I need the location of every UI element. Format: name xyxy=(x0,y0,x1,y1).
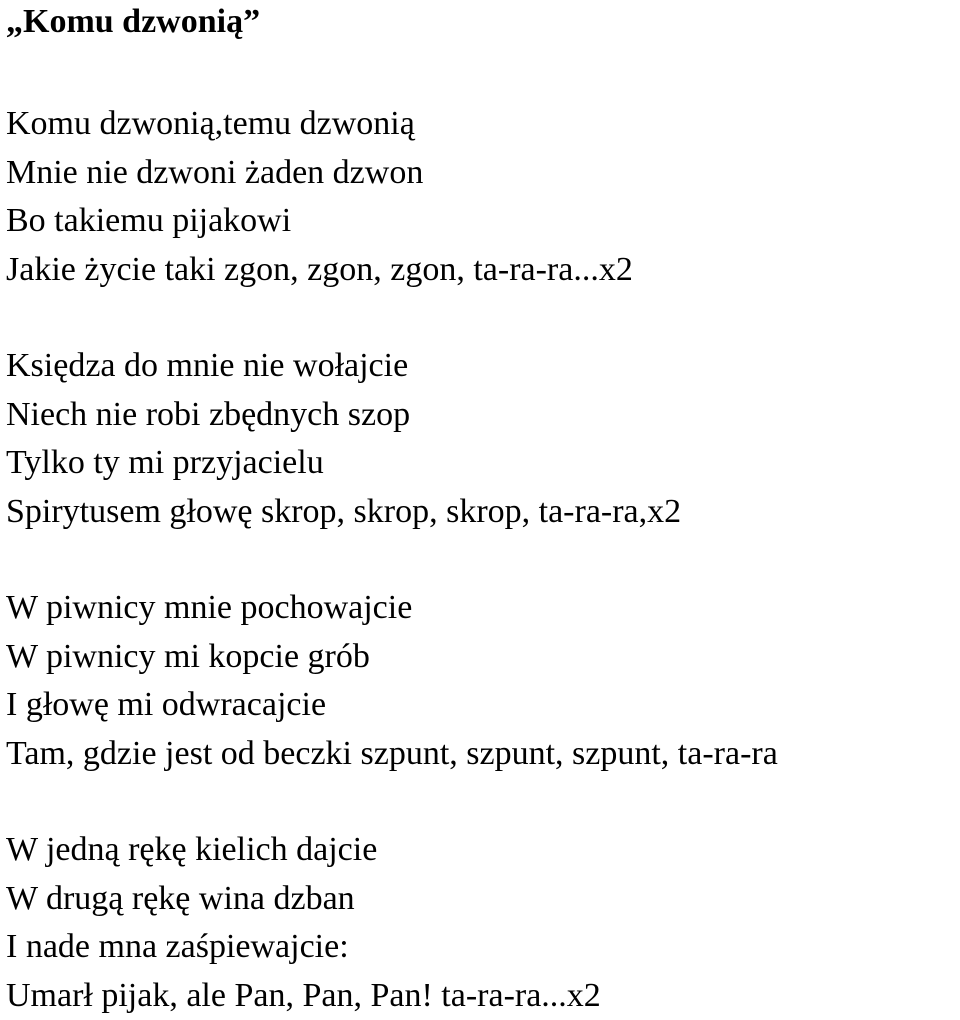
stanza-4 xyxy=(6,826,956,1020)
stanza-1 xyxy=(6,100,956,294)
verse-line: W drugą rękę wina dzban xyxy=(6,875,956,924)
verse-line: Umarł pijak, ale Pan, Pan, Pan! ta-ra-ra...x2 xyxy=(6,972,956,1020)
verse-line: I głowę mi odwracajcie xyxy=(6,681,956,730)
verse-line: W piwnicy mi kopcie grób xyxy=(6,633,956,682)
verse-line: Komu dzwonią,temu dzwonią xyxy=(6,100,956,149)
verse-line: I nade mna zaśpiewajcie: xyxy=(6,923,956,972)
verse-line: Tam, gdzie jest od beczki szpunt, szpunt, szpunt, ta-ra-ra xyxy=(6,730,956,779)
verse-line: Bo takiemu pijakowi xyxy=(6,197,956,246)
verse-line: Księdza do mnie nie wołajcie xyxy=(6,342,956,391)
verse-line: Jakie życie taki zgon, zgon, zgon, ta-ra-ra...x2 xyxy=(6,246,956,295)
verse-line: Niech nie robi zbędnych szop xyxy=(6,391,956,440)
verse-line: W piwnicy mnie pochowajcie xyxy=(6,584,956,633)
song-title: „Komu dzwonią” xyxy=(6,0,956,42)
verse-line: Tylko ty mi przyjacielu xyxy=(6,439,956,488)
stanza-3 xyxy=(6,584,956,778)
stanza-2 xyxy=(6,342,956,536)
verse-line: Spirytusem głowę skrop, skrop, skrop, ta-ra-ra,x2 xyxy=(6,488,956,537)
verse-line: Mnie nie dzwoni żaden dzwon xyxy=(6,149,956,198)
song-document xyxy=(6,0,956,1020)
verse-line: W jedną rękę kielich dajcie xyxy=(6,826,956,875)
